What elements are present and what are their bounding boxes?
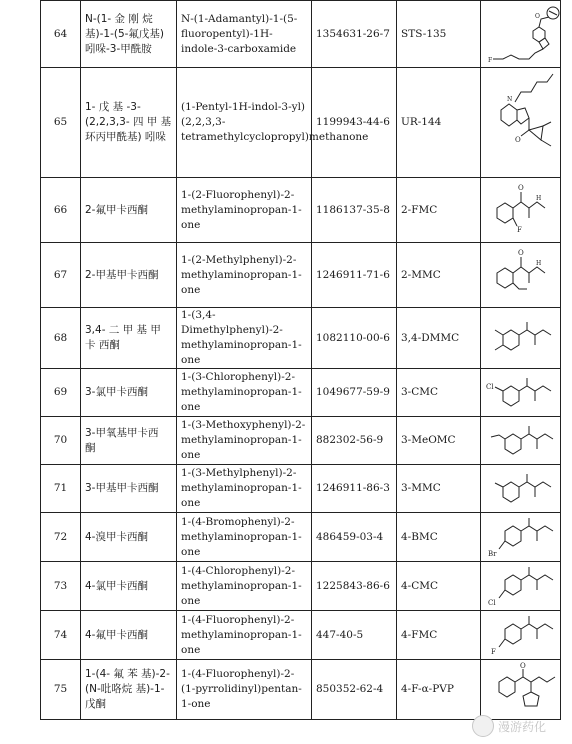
structure-cell — [481, 243, 561, 308]
svg-text:Cl: Cl — [488, 599, 496, 607]
table-row — [41, 308, 561, 369]
structure-image-4bmc — [485, 513, 565, 561]
structure-image-3cmc — [485, 369, 565, 416]
structure-image-4fapvp — [485, 660, 565, 719]
structure-image-4cmc — [485, 562, 565, 610]
chinese-name: 3,4- 二 甲 基 甲 卡 西酮 — [81, 308, 177, 369]
row-number: 68 — [41, 308, 81, 369]
english-name: (1-Pentyl-1H-indol-3-yl)(2,2,3,3-tetramethylcyclopropyl)methanone — [177, 68, 312, 178]
structure-cell — [481, 611, 561, 660]
abbreviation: 3-MMC — [397, 465, 481, 513]
english-name: 1-(2-Methylphenyl)-2-methylaminopropan-1-one — [177, 243, 312, 308]
cas-number: 1186137-35-8 — [312, 178, 397, 243]
chinese-name: N-(1- 金 刚 烷 基)-1-(5-氟戊基) 吲哚-3-甲酰胺 — [81, 1, 177, 68]
chinese-name: 3-甲氧基甲卡西 酮 — [81, 417, 177, 465]
abbreviation: 4-BMC — [397, 513, 481, 562]
svg-text:O: O — [520, 662, 526, 670]
table-row — [41, 513, 561, 562]
table-row — [41, 1, 561, 68]
structure-cell — [481, 417, 561, 465]
svg-text:Br: Br — [488, 550, 497, 558]
english-name: 1-(3-Methylphenyl)-2-methylaminopropan-1-one — [177, 465, 312, 513]
structure-image-3mmc — [485, 465, 565, 512]
table-row — [41, 178, 561, 243]
chinese-name: 2-氟甲卡西酮 — [81, 178, 177, 243]
english-name: 1-(4-Fluorophenyl)-2-(1-pyrrolidinyl)pentan-1-one — [177, 660, 312, 720]
cas-number: 1225843-86-6 — [312, 562, 397, 611]
structure-cell — [481, 513, 561, 562]
watermark — [472, 714, 566, 738]
cas-number: 1082110-00-6 — [312, 308, 397, 369]
svg-text:O: O — [515, 136, 521, 144]
chinese-name: 3-氯甲卡西酮 — [81, 369, 177, 417]
cas-number: 1246911-86-3 — [312, 465, 397, 513]
watermark-text: 漫游药化 — [498, 719, 547, 734]
chinese-name: 3-甲基甲卡西酮 — [81, 465, 177, 513]
structure-cell — [481, 68, 561, 178]
cas-number: 1354631-26-7 — [312, 1, 397, 68]
svg-text:Cl: Cl — [486, 383, 494, 391]
row-number: 75 — [41, 660, 81, 720]
structure-image-ur144 — [485, 68, 565, 177]
svg-text:H: H — [536, 260, 542, 267]
abbreviation: 3-CMC — [397, 369, 481, 417]
english-name: 1-(4-Bromophenyl)-2-methylaminopropan-1-one — [177, 513, 312, 562]
chinese-name: 4-溴甲卡西酮 — [81, 513, 177, 562]
row-number: 71 — [41, 465, 81, 513]
structure-cell — [481, 178, 561, 243]
abbreviation: 3,4-DMMC — [397, 308, 481, 369]
svg-text:F: F — [491, 648, 496, 656]
cas-number: 1049677-59-9 — [312, 369, 397, 417]
svg-text:H: H — [536, 195, 542, 202]
svg-text:F: F — [517, 226, 522, 234]
row-number: 65 — [41, 68, 81, 178]
english-name: 1-(3-Methoxyphenyl)-2-methylaminopropan-1-one — [177, 417, 312, 465]
svg-text:F: F — [488, 57, 493, 64]
structure-image-sts135 — [485, 1, 565, 67]
structure-image-34dmmc — [485, 315, 565, 362]
abbreviation: STS-135 — [397, 1, 481, 68]
substance-table — [40, 0, 561, 720]
table-row — [41, 68, 561, 178]
structure-image-3meomc — [485, 417, 565, 464]
table-row — [41, 243, 561, 308]
row-number: 72 — [41, 513, 81, 562]
table-row — [41, 369, 561, 417]
table-row — [41, 611, 561, 660]
row-number: 64 — [41, 1, 81, 68]
table-row — [41, 465, 561, 513]
cas-number: 850352-62-4 — [312, 660, 397, 720]
row-number: 73 — [41, 562, 81, 611]
structure-cell — [481, 1, 561, 68]
abbreviation: 4-FMC — [397, 611, 481, 660]
table-row — [41, 417, 561, 465]
row-number: 66 — [41, 178, 81, 243]
english-name: N-(1-Adamantyl)-1-(5-fluoropentyl)-1H-indole-3-carboxamide — [177, 1, 312, 68]
structure-image-4fmc — [485, 611, 565, 659]
english-name: 1-(3-Chlorophenyl)-2-methylaminopropan-1-one — [177, 369, 312, 417]
abbreviation: 3-MeOMC — [397, 417, 481, 465]
svg-text:O: O — [518, 249, 524, 257]
abbreviation: 2-FMC — [397, 178, 481, 243]
cas-number: 1246911-71-6 — [312, 243, 397, 308]
structure-cell — [481, 369, 561, 417]
structure-cell — [481, 660, 561, 720]
row-number: 67 — [41, 243, 81, 308]
svg-text:O: O — [535, 13, 540, 20]
row-number: 74 — [41, 611, 81, 660]
structure-cell — [481, 562, 561, 611]
cas-number: 447-40-5 — [312, 611, 397, 660]
structure-image-2fmc — [485, 178, 565, 242]
english-name: 1-(3,4-Dimethylphenyl)-2-methylaminopropan-1-one — [177, 308, 312, 369]
cas-number: 1199943-44-6 — [312, 68, 397, 178]
english-name: 1-(2-Fluorophenyl)-2-methylaminopropan-1-one — [177, 178, 312, 243]
row-number: 69 — [41, 369, 81, 417]
abbreviation: 2-MMC — [397, 243, 481, 308]
structure-image-2mmc — [485, 243, 565, 307]
chinese-name: 1- 戊 基 -3-(2,2,3,3- 四 甲 基环丙甲酰基) 吲哚 — [81, 68, 177, 178]
abbreviation: 4-CMC — [397, 562, 481, 611]
structure-cell — [481, 465, 561, 513]
chinese-name: 2-甲基甲卡西酮 — [81, 243, 177, 308]
cas-number: 882302-56-9 — [312, 417, 397, 465]
structure-cell — [481, 308, 561, 369]
table-row — [41, 660, 561, 720]
abbreviation: UR-144 — [397, 68, 481, 178]
svg-text:N: N — [507, 96, 513, 103]
chinese-name: 4-氯甲卡西酮 — [81, 562, 177, 611]
chinese-name: 1-(4- 氟 苯 基)-2-(N-吡咯烷 基)-1-戊酮 — [81, 660, 177, 720]
watermark-logo-icon — [472, 715, 494, 737]
table-row — [41, 562, 561, 611]
english-name: 1-(4-Chlorophenyl)-2-methylaminopropan-1-one — [177, 562, 312, 611]
row-number: 70 — [41, 417, 81, 465]
cas-number: 486459-03-4 — [312, 513, 397, 562]
abbreviation: 4-F-α-PVP — [397, 660, 481, 720]
english-name: 1-(4-Fluorophenyl)-2-methylaminopropan-1-one — [177, 611, 312, 660]
svg-text:O: O — [518, 184, 524, 192]
chinese-name: 4-氟甲卡西酮 — [81, 611, 177, 660]
